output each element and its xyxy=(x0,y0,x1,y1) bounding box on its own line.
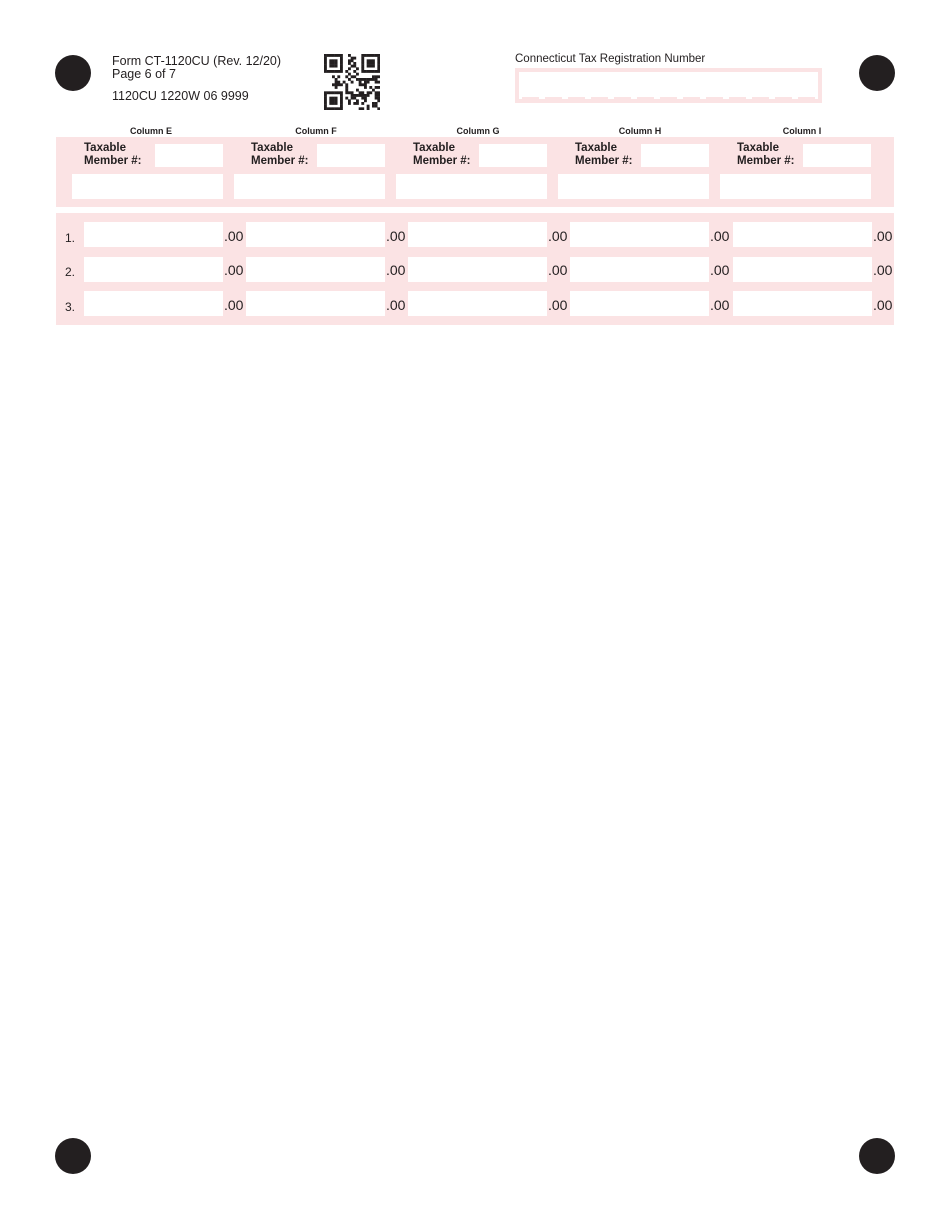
qr-module xyxy=(377,91,380,94)
taxable-member-label-g: Taxable Member #: xyxy=(413,142,471,167)
qr-module xyxy=(361,94,364,97)
column-heading-g: Column G xyxy=(456,126,500,136)
qr-module xyxy=(351,97,354,100)
cents-label: .00 xyxy=(548,262,568,278)
qr-module xyxy=(361,59,364,62)
qr-module xyxy=(377,97,380,100)
registration-mark-bottom-right xyxy=(859,1138,895,1174)
qr-module xyxy=(377,81,380,84)
registration-number-label: Connecticut Tax Registration Number xyxy=(515,53,706,65)
qr-module xyxy=(367,91,370,94)
cents-label: .00 xyxy=(873,297,893,313)
column-heading-i: Column I xyxy=(782,126,822,136)
qr-module xyxy=(340,97,343,100)
qr-module xyxy=(353,94,356,97)
cents-label: .00 xyxy=(224,262,244,278)
qr-module xyxy=(327,54,330,57)
qr-module xyxy=(361,102,364,105)
line-1-amount-i[interactable] xyxy=(733,222,872,247)
qr-module xyxy=(337,81,340,84)
qr-module xyxy=(335,91,338,94)
qr-module xyxy=(361,57,364,60)
qr-module xyxy=(340,83,343,86)
qr-module xyxy=(337,54,340,57)
member-number-input-i[interactable] xyxy=(803,144,871,167)
qr-module xyxy=(367,59,370,62)
qr-module xyxy=(332,97,335,100)
qr-module xyxy=(377,67,380,70)
qr-module xyxy=(372,75,375,78)
qr-module xyxy=(335,62,338,65)
qr-module xyxy=(375,70,378,73)
form-code: 1120CU 1220W 06 9999 xyxy=(112,89,249,103)
qr-module xyxy=(335,97,338,100)
form-title: Form CT-1120CU (Rev. 12/20) xyxy=(112,54,282,68)
qr-module xyxy=(335,59,338,62)
qr-module xyxy=(351,57,354,60)
qr-module xyxy=(329,59,332,62)
qr-module xyxy=(332,83,335,86)
qr-module xyxy=(377,86,380,89)
member-number-input-h[interactable] xyxy=(641,144,709,167)
qr-module xyxy=(356,99,359,102)
qr-module xyxy=(356,94,359,97)
qr-module xyxy=(356,102,359,105)
qr-module xyxy=(324,105,327,108)
cents-label: .00 xyxy=(386,228,406,244)
qr-module xyxy=(345,97,348,100)
qr-module xyxy=(353,57,356,60)
line-1-amount-g[interactable] xyxy=(408,222,547,247)
cents-label: .00 xyxy=(710,297,730,313)
line-2-amount-g[interactable] xyxy=(408,257,547,282)
qr-module xyxy=(335,65,338,68)
cents-label: .00 xyxy=(710,262,730,278)
qr-module xyxy=(329,62,332,65)
qr-module xyxy=(367,70,370,73)
qr-module xyxy=(377,107,380,110)
qr-module xyxy=(324,94,327,97)
qr-module xyxy=(340,94,343,97)
qr-module xyxy=(372,78,375,81)
member-number-input-g[interactable] xyxy=(479,144,547,167)
qr-module xyxy=(367,107,370,110)
qr-module xyxy=(329,102,332,105)
qr-module xyxy=(377,75,380,78)
qr-module xyxy=(340,65,343,68)
qr-module xyxy=(361,62,364,65)
qr-module xyxy=(367,65,370,68)
member-name-input-i[interactable] xyxy=(720,174,871,199)
qr-module xyxy=(335,78,338,81)
qr-module xyxy=(327,107,330,110)
qr-module xyxy=(348,54,351,57)
qr-module xyxy=(340,67,343,70)
qr-module xyxy=(377,54,380,57)
qr-module xyxy=(353,65,356,68)
qr-module xyxy=(324,97,327,100)
cents-label: .00 xyxy=(224,228,244,244)
qr-module xyxy=(343,81,346,84)
qr-module xyxy=(335,54,338,57)
cents-label: .00 xyxy=(386,262,406,278)
qr-module xyxy=(340,105,343,108)
qr-module xyxy=(364,99,367,102)
qr-module xyxy=(324,59,327,62)
qr-module xyxy=(375,102,378,105)
qr-module xyxy=(345,75,348,78)
qr-module xyxy=(332,91,335,94)
qr-module xyxy=(369,59,372,62)
qr-module xyxy=(377,99,380,102)
qr-module xyxy=(377,59,380,62)
qr-module xyxy=(359,81,362,84)
line-number-2: 2. xyxy=(65,265,76,279)
qr-module xyxy=(375,81,378,84)
qr-module xyxy=(324,91,327,94)
qr-module xyxy=(351,65,354,68)
qr-module xyxy=(377,94,380,97)
qr-module xyxy=(353,62,356,65)
qr-module xyxy=(364,70,367,73)
qr-module xyxy=(361,78,364,81)
qr-module xyxy=(364,94,367,97)
qr-module xyxy=(348,59,351,62)
qr-module xyxy=(359,78,362,81)
taxable-member-label-h: Taxable Member #: xyxy=(575,142,633,167)
qr-module xyxy=(337,75,340,78)
cents-label: .00 xyxy=(873,228,893,244)
qr-module xyxy=(377,57,380,60)
member-name-input-f[interactable] xyxy=(234,174,385,199)
qr-module xyxy=(375,54,378,57)
qr-module xyxy=(332,59,335,62)
qr-module xyxy=(353,97,356,100)
qr-module xyxy=(348,91,351,94)
qr-module xyxy=(369,78,372,81)
qr-module xyxy=(340,102,343,105)
qr-module xyxy=(348,102,351,105)
qr-module xyxy=(351,75,354,78)
qr-module xyxy=(361,107,364,110)
page-label: Page 6 of 7 xyxy=(112,67,176,81)
qr-module xyxy=(364,54,367,57)
qr-module xyxy=(335,86,338,89)
cents-label: .00 xyxy=(710,228,730,244)
line-1-amount-e[interactable] xyxy=(84,222,223,247)
qr-module xyxy=(353,102,356,105)
cents-label: .00 xyxy=(548,228,568,244)
qr-module xyxy=(340,107,343,110)
qr-module xyxy=(348,62,351,65)
qr-module xyxy=(367,105,370,108)
qr-module xyxy=(372,65,375,68)
qr-module xyxy=(369,65,372,68)
qr-module xyxy=(335,81,338,84)
qr-module xyxy=(351,59,354,62)
qr-module xyxy=(329,97,332,100)
qr-module xyxy=(364,81,367,84)
qr-module xyxy=(340,62,343,65)
qr-module xyxy=(356,89,359,92)
qr-module xyxy=(337,83,340,86)
qr-module xyxy=(351,81,354,84)
qr-module xyxy=(372,105,375,108)
qr-module xyxy=(324,70,327,73)
qr-module xyxy=(332,107,335,110)
qr-module xyxy=(324,54,327,57)
cents-label: .00 xyxy=(386,297,406,313)
line-3-amount-e[interactable] xyxy=(84,291,223,316)
qr-module xyxy=(345,89,348,92)
qr-module xyxy=(324,57,327,60)
member-name-input-h[interactable] xyxy=(558,174,709,199)
qr-module xyxy=(332,54,335,57)
qr-module xyxy=(345,86,348,89)
qr-module xyxy=(340,57,343,60)
qr-module xyxy=(327,70,330,73)
qr-module xyxy=(337,107,340,110)
qr-module xyxy=(335,107,338,110)
qr-module xyxy=(340,70,343,73)
line-1-amount-f[interactable] xyxy=(246,222,385,247)
qr-module xyxy=(361,83,364,86)
qr-module xyxy=(375,91,378,94)
qr-module xyxy=(359,107,362,110)
qr-module xyxy=(353,70,356,73)
qr-module xyxy=(351,94,354,97)
qr-module xyxy=(361,65,364,68)
line-2-amount-i[interactable] xyxy=(733,257,872,282)
qr-module xyxy=(375,105,378,108)
qr-module xyxy=(372,89,375,92)
qr-module xyxy=(361,67,364,70)
qr-module xyxy=(361,91,364,94)
qr-module xyxy=(337,91,340,94)
qr-module xyxy=(377,70,380,73)
qr-module xyxy=(372,59,375,62)
qr-module xyxy=(332,99,335,102)
column-heading-f: Column F xyxy=(295,126,337,136)
qr-module xyxy=(364,86,367,89)
qr-module xyxy=(367,78,370,81)
qr-module xyxy=(345,83,348,86)
qr-module xyxy=(364,97,367,100)
qr-module xyxy=(375,86,378,89)
qr-module xyxy=(329,54,332,57)
qr-module xyxy=(372,70,375,73)
qr-module xyxy=(356,67,359,70)
qr-module xyxy=(332,75,335,78)
qr-module xyxy=(332,62,335,65)
qr-module xyxy=(345,91,348,94)
qr-module xyxy=(361,70,364,73)
qr-module xyxy=(324,62,327,65)
qr-module xyxy=(369,86,372,89)
qr-code-icon xyxy=(324,54,380,110)
qr-module xyxy=(356,78,359,81)
qr-module xyxy=(372,62,375,65)
qr-module xyxy=(353,75,356,78)
qr-module xyxy=(369,54,372,57)
line-3-amount-g[interactable] xyxy=(408,291,547,316)
qr-module xyxy=(340,99,343,102)
qr-module xyxy=(367,94,370,97)
qr-module xyxy=(367,62,370,65)
member-number-input-e[interactable] xyxy=(155,144,223,167)
qr-module xyxy=(335,99,338,102)
member-number-input-f[interactable] xyxy=(317,144,385,167)
qr-module xyxy=(364,83,367,86)
qr-module xyxy=(364,78,367,81)
qr-module xyxy=(361,97,364,100)
cents-label: .00 xyxy=(224,297,244,313)
qr-module xyxy=(324,65,327,68)
column-heading-e: Column E xyxy=(130,126,172,136)
qr-module xyxy=(367,81,370,84)
qr-module xyxy=(359,83,362,86)
cents-label: .00 xyxy=(548,297,568,313)
registration-mark-top-left xyxy=(55,55,91,91)
member-name-input-g[interactable] xyxy=(396,174,547,199)
qr-module xyxy=(340,59,343,62)
taxable-member-label-f: Taxable Member #: xyxy=(251,142,309,167)
qr-module xyxy=(367,54,370,57)
qr-module xyxy=(375,75,378,78)
qr-module xyxy=(359,94,362,97)
qr-module xyxy=(329,65,332,68)
member-name-input-e[interactable] xyxy=(72,174,223,199)
line-2-amount-e[interactable] xyxy=(84,257,223,282)
qr-module xyxy=(345,70,348,73)
qr-module xyxy=(375,78,378,81)
registration-number-field[interactable] xyxy=(515,68,822,103)
column-heading-h: Column H xyxy=(618,126,662,136)
taxable-member-label-i: Taxable Member #: xyxy=(737,142,795,167)
registration-mark-top-right xyxy=(859,55,895,91)
qr-module xyxy=(372,102,375,105)
line-3-amount-i[interactable] xyxy=(733,291,872,316)
qr-module xyxy=(329,91,332,94)
qr-module xyxy=(359,91,362,94)
line-3-amount-f[interactable] xyxy=(246,291,385,316)
qr-module xyxy=(375,97,378,100)
qr-module xyxy=(348,78,351,81)
qr-module xyxy=(348,73,351,76)
taxable-member-label-e: Taxable Member #: xyxy=(84,142,142,167)
qr-module xyxy=(335,102,338,105)
qr-module xyxy=(375,94,378,97)
qr-module xyxy=(377,62,380,65)
qr-module xyxy=(332,102,335,105)
qr-module xyxy=(377,65,380,68)
qr-module xyxy=(324,67,327,70)
line-1-amount-h[interactable] xyxy=(570,222,709,247)
qr-module xyxy=(324,107,327,110)
qr-module xyxy=(348,67,351,70)
qr-module xyxy=(356,73,359,76)
qr-module xyxy=(369,70,372,73)
qr-module xyxy=(324,102,327,105)
qr-module xyxy=(372,54,375,57)
cents-label: .00 xyxy=(873,262,893,278)
line-number-1: 1. xyxy=(65,231,76,245)
qr-module xyxy=(332,65,335,68)
line-number-3: 3. xyxy=(65,300,76,314)
qr-module xyxy=(340,54,343,57)
qr-module xyxy=(348,99,351,102)
qr-module xyxy=(369,62,372,65)
qr-module xyxy=(351,91,354,94)
qr-module xyxy=(340,91,343,94)
qr-module xyxy=(327,91,330,94)
qr-module xyxy=(329,107,332,110)
line-2-amount-h[interactable] xyxy=(570,257,709,282)
qr-module xyxy=(324,99,327,102)
qr-module xyxy=(329,99,332,102)
qr-module xyxy=(335,70,338,73)
line-3-amount-h[interactable] xyxy=(570,291,709,316)
qr-module xyxy=(335,83,338,86)
qr-module xyxy=(337,70,340,73)
qr-module xyxy=(332,70,335,73)
qr-module xyxy=(361,54,364,57)
qr-module xyxy=(369,91,372,94)
line-2-amount-f[interactable] xyxy=(246,257,385,282)
qr-module xyxy=(329,70,332,73)
registration-mark-bottom-left xyxy=(55,1138,91,1174)
